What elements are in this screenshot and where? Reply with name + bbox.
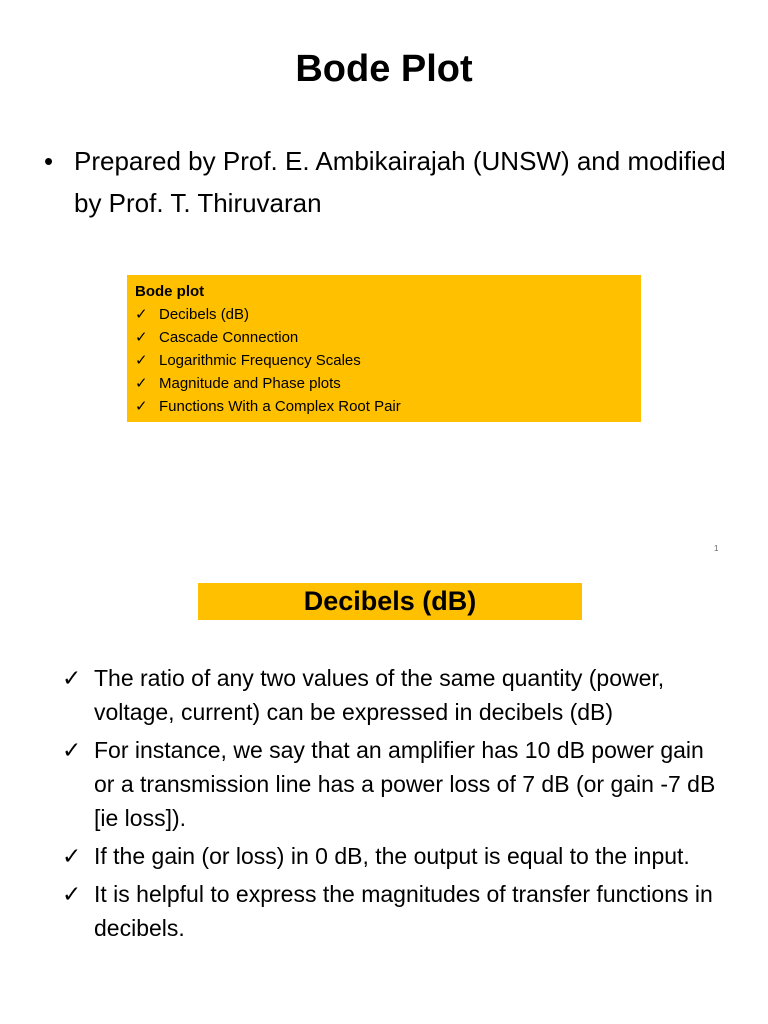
contents-item: ✓ Logarithmic Frequency Scales (135, 349, 633, 372)
point-list (62, 661, 722, 949)
check-icon: ✓ (62, 881, 82, 907)
check-icon: ✓ (135, 375, 148, 392)
author-text: Prepared by Prof. E. Ambikairajah (UNSW) and modified by Prof. T. Thiruvaran (74, 146, 726, 218)
slide-2 (0, 560, 768, 1024)
check-icon: ✓ (62, 737, 82, 763)
list-item: ✓ The ratio of any two values of the same quantity (power, voltage, current) can be expressed in decibels (dB) (62, 661, 722, 729)
contents-list (135, 303, 633, 418)
check-icon: ✓ (135, 306, 148, 323)
bullet-dot-icon: • (44, 146, 54, 176)
check-icon: ✓ (135, 329, 148, 346)
author-bullet (44, 140, 734, 224)
contents-title: Bode plot (135, 283, 205, 300)
contents-box (127, 275, 641, 422)
contents-item: ✓ Magnitude and Phase plots (135, 372, 633, 395)
slide-title: Bode Plot (295, 48, 473, 90)
contents-item: ✓ Decibels (dB) (135, 303, 633, 326)
contents-item: ✓ Functions With a Complex Root Pair (135, 395, 633, 418)
check-icon: ✓ (62, 843, 82, 869)
slide-title: Decibels (dB) (198, 583, 582, 620)
list-item: ✓ It is helpful to express the magnitudes of transfer functions in decibels. (62, 877, 722, 945)
check-icon: ✓ (135, 352, 148, 369)
check-icon: ✓ (62, 665, 82, 691)
page-number: 1 (714, 544, 719, 553)
list-item: ✓ For instance, we say that an amplifier has 10 dB power gain or a transmission line has a power loss of 7 dB (or gain -7 dB [ie loss]). (62, 733, 722, 835)
list-item: ✓ If the gain (or loss) in 0 dB, the output is equal to the input. (62, 839, 722, 873)
contents-item: ✓ Cascade Connection (135, 326, 633, 349)
check-icon: ✓ (135, 398, 148, 415)
